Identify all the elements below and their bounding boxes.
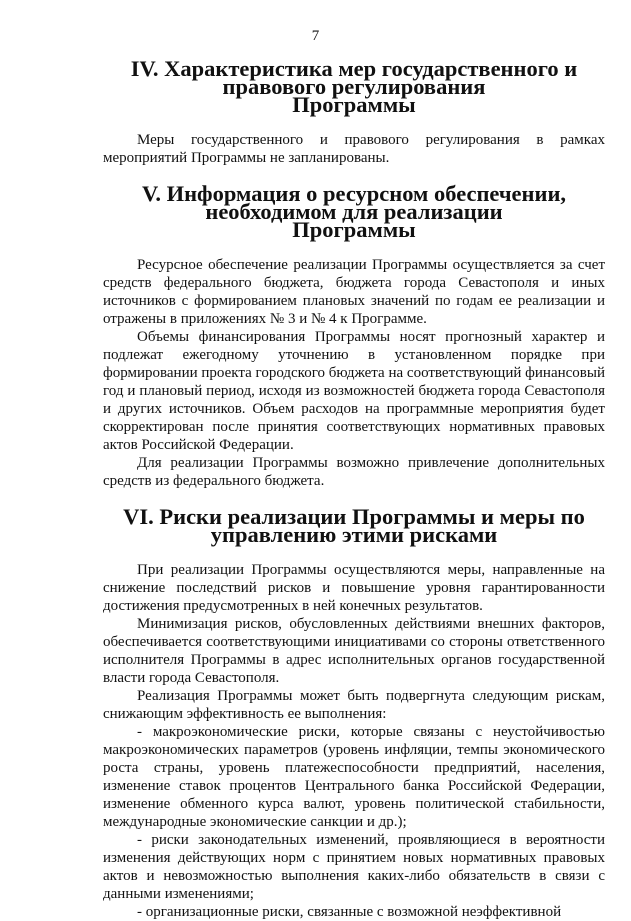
paragraph: При реализации Программы осуществляются меры, направленные на снижение последствий рисков и повышение уровня гарантированности достижения предусмотренных в ней конечных результатов. — [103, 562, 605, 614]
heading-line: Программы — [292, 217, 416, 242]
heading-line: Программы — [292, 92, 416, 117]
paragraph: Минимизация рисков, обусловленных действиями внешних факторов, обеспечивается соответствующими инициативами со стороны ответственного исполнителя Программы в адрес исполнительных органов государственной власти города Севастополя. — [103, 616, 605, 686]
heading-line: VI. Риски реализации Программы и меры по управлению этими рисками — [123, 504, 585, 547]
section-heading-iv — [103, 56, 605, 117]
paragraph: Объемы финансирования Программы носят прогнозный характер и подлежат ежегодному уточнению в установленном порядке при формировании проекта городского бюджета на соответствующий финансовый год и плановый период, исходя из возможностей бюджета города Севастополя и других источников. Объем расходов на программные мероприятия будет скорректирован после принятия соответствующих нормативных правовых актов Российской Федерации. — [103, 329, 605, 453]
paragraph: Меры государственного и правового регулирования в рамках мероприятий Программы не запланированы. — [103, 132, 605, 166]
list-item-paragraph: - макроэкономические риски, которые связаны с неустойчивостью макроэкономических параметров (уровень инфляции, темпы экономического роста страны, уровень платежеспособности предприятий, населения, изменение ставок процентов Центрального банка Российской Федерации, изменение обменного курса валют, уровень политической стабильности, международные экономические санкции и др.); — [103, 724, 605, 830]
paragraph: Реализация Программы может быть подвергнута следующим рискам, снижающим эффективность ее выполнения: — [103, 688, 605, 722]
document-body — [103, 56, 605, 921]
heading-line: V. Информация о ресурсном обеспечении, необходимом для реализации — [141, 181, 567, 224]
section-heading-vi — [103, 504, 605, 547]
paragraph: Для реализации Программы возможно привлечение дополнительных средств из федерального бюджета. — [103, 455, 605, 489]
heading-line: IV. Характеристика мер государственного и правового регулирования — [130, 56, 578, 99]
page-number: 7 — [311, 28, 320, 44]
list-item-paragraph: - риски законодательных изменений, проявляющиеся в вероятности изменения действующих норм с принятием новых нормативных правовых актов и невозможностью выполнения каких-либо обязательств в связи с данными изменениями; — [103, 832, 605, 902]
list-item-paragraph: - организационные риски, связанные с возможной неэффективной — [137, 904, 562, 920]
paragraph: Ресурсное обеспечение реализации Программы осуществляется за счет средств федерального бюджета, бюджета города Севастополя и иных источников с формированием плановых значений по годам ее реализации и отражены в приложениях № 3 и № 4 к Программе. — [103, 257, 605, 327]
section-heading-v — [103, 181, 605, 242]
